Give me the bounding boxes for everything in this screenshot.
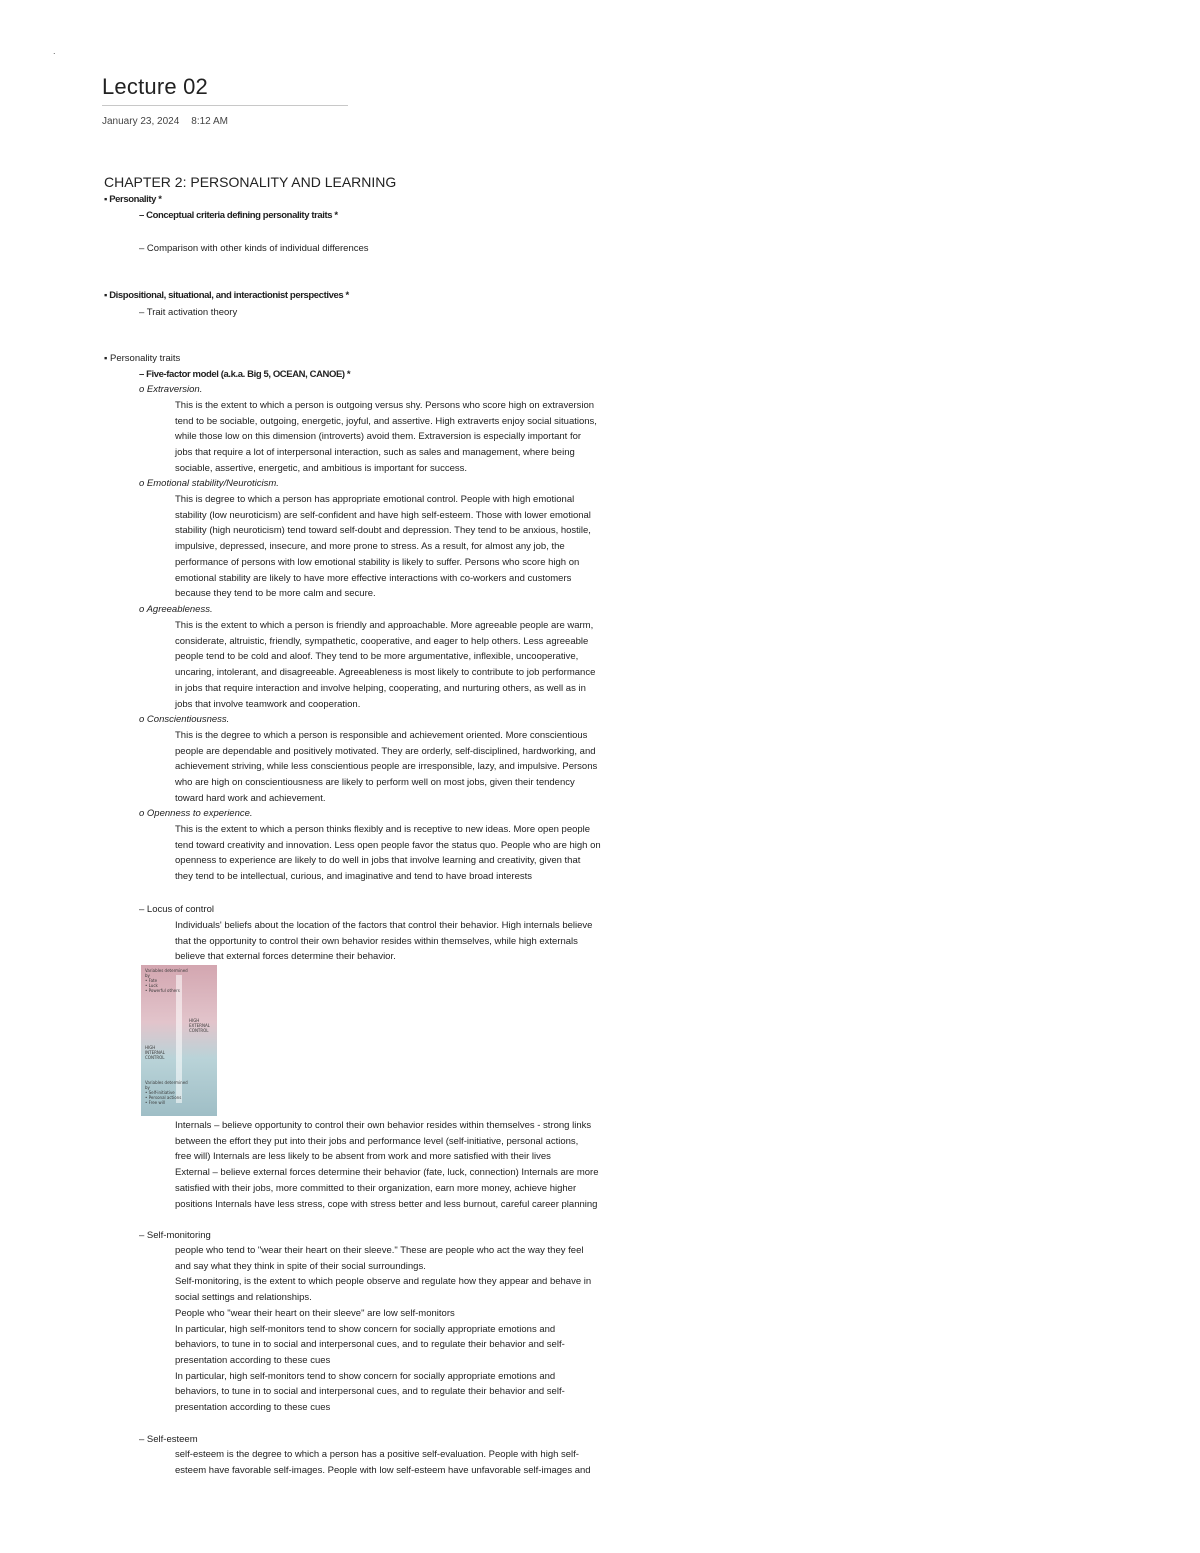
locus-of-control-diagram xyxy=(141,965,217,1116)
paragraph-line: impulsive, depressed, insecure, and more prone to stress. As a result, for almost any job, the xyxy=(175,541,565,553)
paragraph-line: and say what they think in spite of their social surroundings. xyxy=(175,1260,426,1272)
figure-bottom-label xyxy=(145,1080,188,1105)
paragraph-line: Self-monitoring, is the extent to which people observe and regulate how they appear and behave in xyxy=(175,1276,592,1288)
paragraph-line: uncaring, intolerant, and disagreeable. Agreeableness is most likely to contribute to job performance xyxy=(175,667,596,679)
paragraph-line: behaviors, to tune in to social and interpersonal cues, and to regulate their behavior and self- xyxy=(175,1386,565,1398)
figure-label-line: HIGH xyxy=(145,1045,156,1050)
trait-emotional-stability: o Emotional stability/Neuroticism. xyxy=(139,478,279,489)
figure-label-line: by xyxy=(145,1085,150,1090)
paragraph-line: they tend to be intellectual, curious, and imaginative and tend to have broad interests xyxy=(175,871,533,883)
paragraph-line: achievement striving, while less conscientious people are irresponsible, lazy, and impulsive. Persons xyxy=(175,761,598,773)
paragraph-line: while those low on this dimension (introverts) avoid them. Extraversion is especially important for xyxy=(175,431,582,443)
self-esteem-paragraph xyxy=(175,1447,720,1478)
page-date-day: January 23, 2024 xyxy=(102,116,180,127)
paragraph-line: believe that external forces determine their behavior. xyxy=(175,951,396,963)
paragraph-line: esteem have favorable self-images. People with low self-esteem have unfavorable self-images and xyxy=(175,1464,591,1476)
figure-label-line: • Luck xyxy=(145,983,158,988)
figure-label-line: • Fate xyxy=(145,978,158,983)
paragraph-line: people tend to be cold and aloof. They tend to be more argumentative, inflexible, uncooperative, xyxy=(175,651,579,663)
locus-paragraph xyxy=(175,918,720,965)
paragraph-line: People who "wear their heart on their sleeve" are low self-monitors xyxy=(175,1307,455,1319)
page-date xyxy=(102,116,228,127)
emotional-stability-paragraph xyxy=(175,492,720,602)
figure-top-label xyxy=(145,968,188,993)
paragraph-line: In particular, high self-monitors tend to show concern for socially appropriate emotions and xyxy=(175,1323,556,1335)
paragraph-line: because they tend to be more calm and secure. xyxy=(175,588,376,600)
paragraph-line: stability (high neuroticism) tend toward self-doubt and depression. They tend to be anxious, hostile, xyxy=(175,525,591,537)
paragraph-line: This is the extent to which a person is outgoing versus shy. Persons who score high on extraversion xyxy=(175,400,595,411)
paragraph-line: social settings and relationships. xyxy=(175,1292,312,1304)
paragraph-line: emotional stability are likely to have more effective interactions with co-workers and customers xyxy=(175,572,572,584)
paragraph-line: This is degree to which a person has appropriate emotional control. People with high emotional xyxy=(175,494,575,505)
corner-mark: . xyxy=(53,46,56,56)
trait-extraversion: o Extraversion. xyxy=(139,384,203,395)
paragraph-line: jobs that involve teamwork and cooperation. xyxy=(175,698,361,710)
figure-label-line: HIGH xyxy=(189,1018,200,1023)
paragraph-line: This is the extent to which a person is friendly and approachable. More agreeable people are warm, xyxy=(175,620,594,631)
paragraph-line: Individuals' beliefs about the location of the factors that control their behavior. High internals believe xyxy=(175,920,593,931)
paragraph-line: self-esteem is the degree to which a person has a positive self-evaluation. People with high self- xyxy=(175,1449,579,1460)
paragraph-line: tend toward creativity and innovation. Less open people favor the status quo. People who are high on xyxy=(175,839,601,851)
paragraph-line: tend to be sociable, outgoing, energetic, joyful, and assertive. High extraverts enjoy social situations, xyxy=(175,415,597,427)
title-divider xyxy=(102,105,348,106)
figure-label-line: • Powerful others xyxy=(145,988,180,993)
trait-agreeableness: o Agreeableness. xyxy=(139,604,213,615)
figure-label-line: • Personal actions xyxy=(145,1095,182,1100)
item-self-esteem: – Self-esteem xyxy=(139,1434,198,1445)
openness-paragraph xyxy=(175,822,720,885)
page-date-time: 8:12 AM xyxy=(191,116,228,127)
paragraph-line: sociable, assertive, energetic, and ambitious is important for success. xyxy=(175,462,467,474)
figure-label-line: INTERNAL xyxy=(145,1050,165,1055)
paragraph-line: free will) Internals are less likely to be absent from work and more satisfied with their lives xyxy=(175,1151,551,1163)
paragraph-line: presentation according to these cues xyxy=(175,1355,331,1367)
paragraph-line: stability (low neuroticism) are self-confident and have high self-esteem. Those with lower emotional xyxy=(175,509,591,521)
figure-label-line: EXTERNAL xyxy=(189,1023,210,1028)
bullet-personality: ▪ Personality * xyxy=(104,194,162,205)
bullet-personality-traits: ▪ Personality traits xyxy=(104,353,181,364)
item-self-monitoring: – Self-monitoring xyxy=(139,1230,211,1241)
agreeableness-paragraph xyxy=(175,618,720,712)
paragraph-line: that the opportunity to control their own behavior resides within themselves, while high externals xyxy=(175,935,578,947)
item-locus-of-control: – Locus of control xyxy=(139,904,214,915)
paragraph-line: toward hard work and achievement. xyxy=(175,792,326,804)
paragraph-line: between the effort they put into their jobs and performance level (self-initiative, personal actions, xyxy=(175,1135,579,1147)
trait-openness: o Openness to experience. xyxy=(139,808,253,819)
paragraph-line: External – believe external forces determine their behavior (fate, luck, connection) Internals are more xyxy=(175,1167,599,1179)
paragraph-line: in jobs that require interaction and involve helping, cooperating, and nurturing others, as well as in xyxy=(175,682,586,694)
paragraph-line: positions Internals have less stress, cope with stress better and less burnout, careful career planning xyxy=(175,1198,598,1210)
figure-label-line: CONTROL xyxy=(145,1055,165,1060)
figure-high-external-label xyxy=(189,1018,210,1033)
figure-label-line: • Self-initiative xyxy=(145,1090,175,1095)
paragraph-line: satisfied with their jobs, more committed to their organization, earn more money, achieve higher xyxy=(175,1182,577,1194)
item-conceptual-criteria: – Conceptual criteria defining personality traits * xyxy=(139,210,338,221)
paragraph-line: In particular, high self-monitors tend to show concern for socially appropriate emotions and xyxy=(175,1370,556,1382)
paragraph-line: people are dependable and positively motivated. They are orderly, self-disciplined, hardworking, and xyxy=(175,745,596,757)
figure-high-internal-label xyxy=(145,1045,165,1060)
paragraph-line: This is the degree to which a person is responsible and achievement oriented. More conscientious xyxy=(175,730,588,741)
paragraph-line: jobs that require a lot of interpersonal interaction, such as sales and management, where being xyxy=(175,447,575,459)
paragraph-line: behaviors, to tune in to social and interpersonal cues, and to regulate their behavior and self- xyxy=(175,1339,565,1351)
paragraph-line: considerate, altruistic, friendly, sympathetic, cooperative, and eager to help others. Less agreeable xyxy=(175,635,589,647)
item-five-factor-model: – Five-factor model (a.k.a. Big 5, OCEAN, CANOE) * xyxy=(139,369,351,380)
paragraph-line: performance of persons with low emotional stability is likely to suffer. Persons who score high on xyxy=(175,556,580,568)
conscientiousness-paragraph xyxy=(175,728,720,807)
figure-label-line: Variables determined xyxy=(145,1080,188,1085)
paragraph-line: Internals – believe opportunity to control their own behavior resides within themselves - strong links xyxy=(175,1120,592,1131)
paragraph-line: who are high on conscientiousness are likely to perform well on most jobs, given their tendency xyxy=(175,777,575,789)
locus-notes xyxy=(175,1118,720,1212)
chapter-heading: CHAPTER 2: PERSONALITY AND LEARNING xyxy=(104,174,397,190)
self-monitoring-paragraph xyxy=(175,1243,720,1416)
page-title: Lecture 02 xyxy=(102,74,208,99)
paragraph-line: openness to experience are likely to do well in jobs that involve learning and creativity, given that xyxy=(175,855,581,867)
extraversion-paragraph xyxy=(175,398,720,477)
figure-label-line: Variables determined xyxy=(145,968,188,973)
paragraph-line: This is the extent to which a person thinks flexibly and is receptive to new ideas. More open people xyxy=(175,824,591,835)
figure-label-line: • Free will xyxy=(145,1100,165,1105)
item-trait-activation: – Trait activation theory xyxy=(139,307,238,318)
figure-label-line: CONTROL xyxy=(189,1028,209,1033)
figure-label-line: by xyxy=(145,973,150,978)
bullet-perspectives: ▪ Dispositional, situational, and interactionist perspectives * xyxy=(104,290,349,301)
trait-conscientiousness: o Conscientiousness. xyxy=(139,714,230,725)
paragraph-line: people who tend to "wear their heart on their sleeve." These are people who act the way they feel xyxy=(175,1245,584,1256)
paragraph-line: presentation according to these cues xyxy=(175,1402,331,1414)
item-comparison: – Comparison with other kinds of individual differences xyxy=(139,243,369,254)
